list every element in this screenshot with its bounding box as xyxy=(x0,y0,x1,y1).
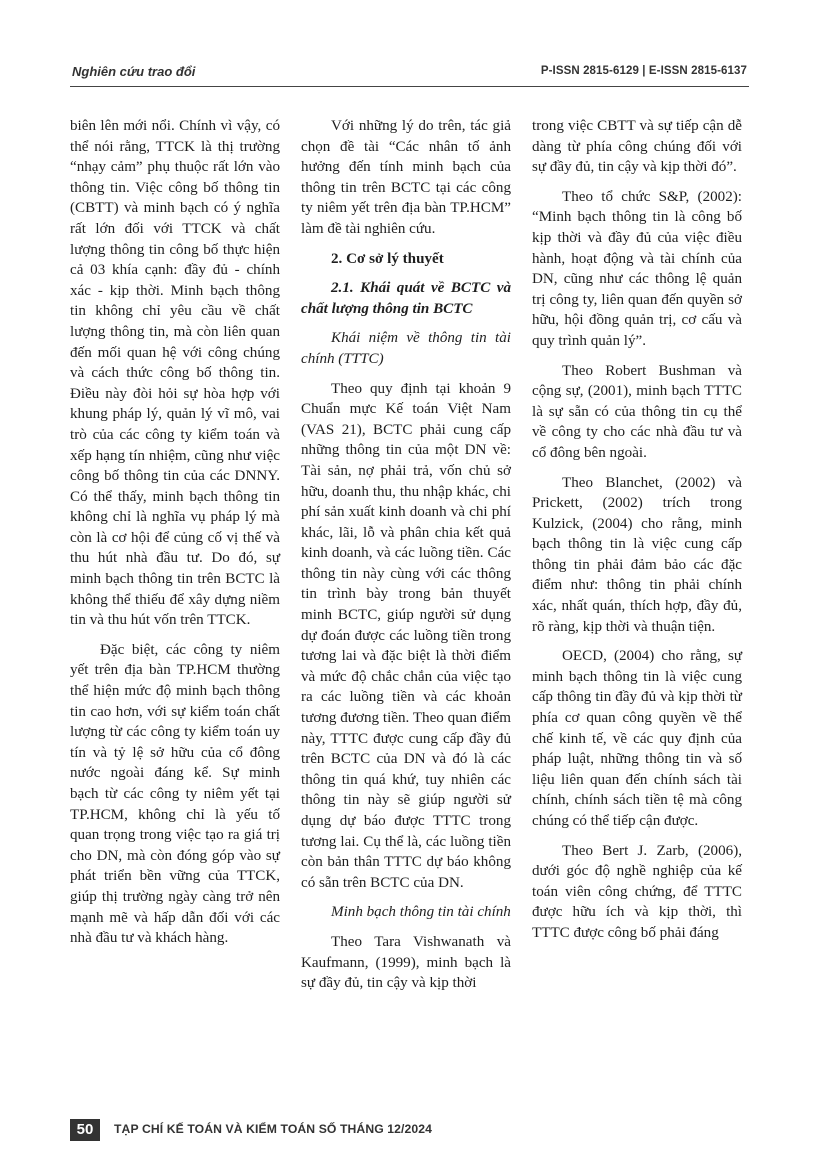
issn-label: P-ISSN 2815-6129 | E-ISSN 2815-6137 xyxy=(540,65,747,77)
italic-subheading: Khái niệm về thông tin tài chính (TTTC) xyxy=(301,330,511,367)
paragraph: Theo Blanchet, (2002) và Prickett, (2002) trích trong Kulzick, (2004) cho rằng, minh bạch thông tin là việc cung cấp thông tin phải đảm bảo các đặc điểm như: thông tin phải chính xác, nhất quán, thích hợp, đầy đủ, rõ ràng, kịp thời và thuận tiện. xyxy=(532,474,742,635)
paragraph: Theo Tara Vishwanath và Kaufmann, (1999), minh bạch là sự đầy đủ, tin cậy và kịp thời xyxy=(301,933,511,992)
subsection-heading: 2.1. Khái quát về BCTC và chất lượng thông tin BCTC xyxy=(301,280,511,317)
text-column-3 xyxy=(532,116,742,944)
page-number: 50 xyxy=(70,1119,100,1141)
italic-subheading: Minh bạch thông tin tài chính xyxy=(331,904,511,921)
paragraph: Theo tổ chức S&P, (2002): “Minh bạch thông tin là công bố kịp thời và đầy đủ của việc điều hành, hoạt động và tài chính của DN, cũng như các thông lệ quản trị công ty, liên quan đến quyền sở hữu, hội đồng quản trị, cơ cấu và quy trình quản lý”. xyxy=(532,188,742,349)
paragraph: Theo Bert J. Zarb, (2006), dưới góc độ nghề nghiệp của kế toán viên công chứng, để TTTC được hữu ích và kịp thời, thì TTTC được công bố phải đáng xyxy=(532,842,742,941)
section-heading: 2. Cơ sở lý thuyết xyxy=(331,250,444,267)
running-footer xyxy=(70,1119,749,1141)
paragraph: biên lên mới nổi. Chính vì vậy, có thể nói rằng, TTCK là thị trường “nhạy cảm” phụ thuộc rất lớn vào thông tin. Việc công bố thông tin (CBTT) và minh bạch có ý nghĩa rất lớn đối với TTCK và chất lượng thông tin công bố thực hiện cả 03 khía cạnh: đầy đủ - chính xác - kịp thời. Minh bạch thông tin không chỉ yêu cầu về chất lượng thông tin, mà còn liên quan đến mối quan hệ với công chúng và cách thức công bố thông tin. Điều này đòi hỏi sự hòa hợp với khung pháp lý, quản lý vĩ mô, vai trò của các công ty kiểm toán và xếp hạng tín nhiệm, cũng như việc công bố thông tin của các DNNY. Có thể thấy, minh bạch thông tin không chỉ là nghĩa vụ pháp lý mà còn là cơ hội để củng cố vị thế và thu hút nhà đầu tư. Do đó, sự minh bạch thông tin trên BCTC là không thể thiếu để xây dựng niềm tin và thu hút vốn trên TTCK. xyxy=(70,118,280,629)
paragraph: Với những lý do trên, tác giả chọn đề tài “Các nhân tố ảnh hưởng đến tính minh bạch của thông tin trên BCTC tại các công ty niêm yết trên địa bàn TP.HCM” làm đề tài nghiên cứu. xyxy=(301,118,511,237)
section-label: Nghiên cứu trao đổi xyxy=(72,64,196,79)
paragraph: trong việc CBTT và sự tiếp cận dễ dàng từ phía công chúng đối với sự đầy đủ, tin cậy và kịp thời đó”. xyxy=(532,118,742,176)
paragraph: Theo Robert Bushman và cộng sự, (2001), minh bạch TTTC là sự sẵn có của thông tin cụ thể về công ty cho các nhà đầu tư và cổ đông bên ngoài. xyxy=(532,362,742,461)
journal-title: TẠP CHÍ KẾ TOÁN VÀ KIỂM TOÁN SỐ THÁNG 12/2024 xyxy=(114,1122,433,1136)
paragraph: Đặc biệt, các công ty niêm yết trên địa bàn TP.HCM thường thể hiện mức độ minh bạch thông tin cao hơn, với sự kiểm toán chất lượng từ các công ty kiểm toán uy tín và tỷ lệ sở hữu của cổ đông nước ngoài đáng kể. Sự minh bạch từ các công ty niêm yết tại TP.HCM, không chỉ là yếu tố quan trọng trong việc tạo ra giá trị cho DN, mà còn đóng góp vào sự phát triển bền vững của TTCK, giúp thị trường ngày càng trở nên mạnh mẽ và hấp dẫn đối với các nhà đầu tư và khách hàng. xyxy=(70,641,280,947)
header-rule xyxy=(70,86,749,87)
text-column-1 xyxy=(70,116,280,949)
paragraph: OECD, (2004) cho rằng, sự minh bạch thông tin là việc cung cấp thông tin đầy đủ và kịp thời từ phía cơ quan công quyền về thể chế kinh tế, về các quy định của pháp luật, những thông tin và số liệu liên quan đến chính sách tài chính, chính sách tiền tệ mà công chúng có thể tiếp cận được. xyxy=(532,648,742,829)
paragraph: Theo quy định tại khoản 9 Chuẩn mực Kế toán Việt Nam (VAS 21), BCTC phải cung cấp những thông tin của một DN về: Tài sản, nợ phải trả, vốn chủ sở hữu, doanh thu, thu nhập khác, chi phí sản xuất kinh doanh và chi phí khác, lãi, lỗ và phân chia kết quả kinh doanh, và các luồng tiền. Các thông tin này cùng với các thông tin trình bày trong bản thuyết minh BCTC, giúp người sử dụng dự đoán được các luồng tiền trong tương lai và đặc biệt là thời điểm và mức độ chắc chắn của việc tạo ra các luồng tiền và các khoản tương đương tiền. Theo quan điểm này, TTTC được cung cấp đầy đủ trên BCTC của DN và đó là các thông tin quá khứ, tuy nhiên các thông tin này sẽ giúp người sử dụng dự báo được TTTC trong tương lai. Cụ thể là, các luồng tiền còn bản thân TTTC dự báo không có sẵn trên BCTC của DN. xyxy=(301,380,511,891)
text-column-2 xyxy=(301,116,511,994)
running-header xyxy=(70,62,749,84)
